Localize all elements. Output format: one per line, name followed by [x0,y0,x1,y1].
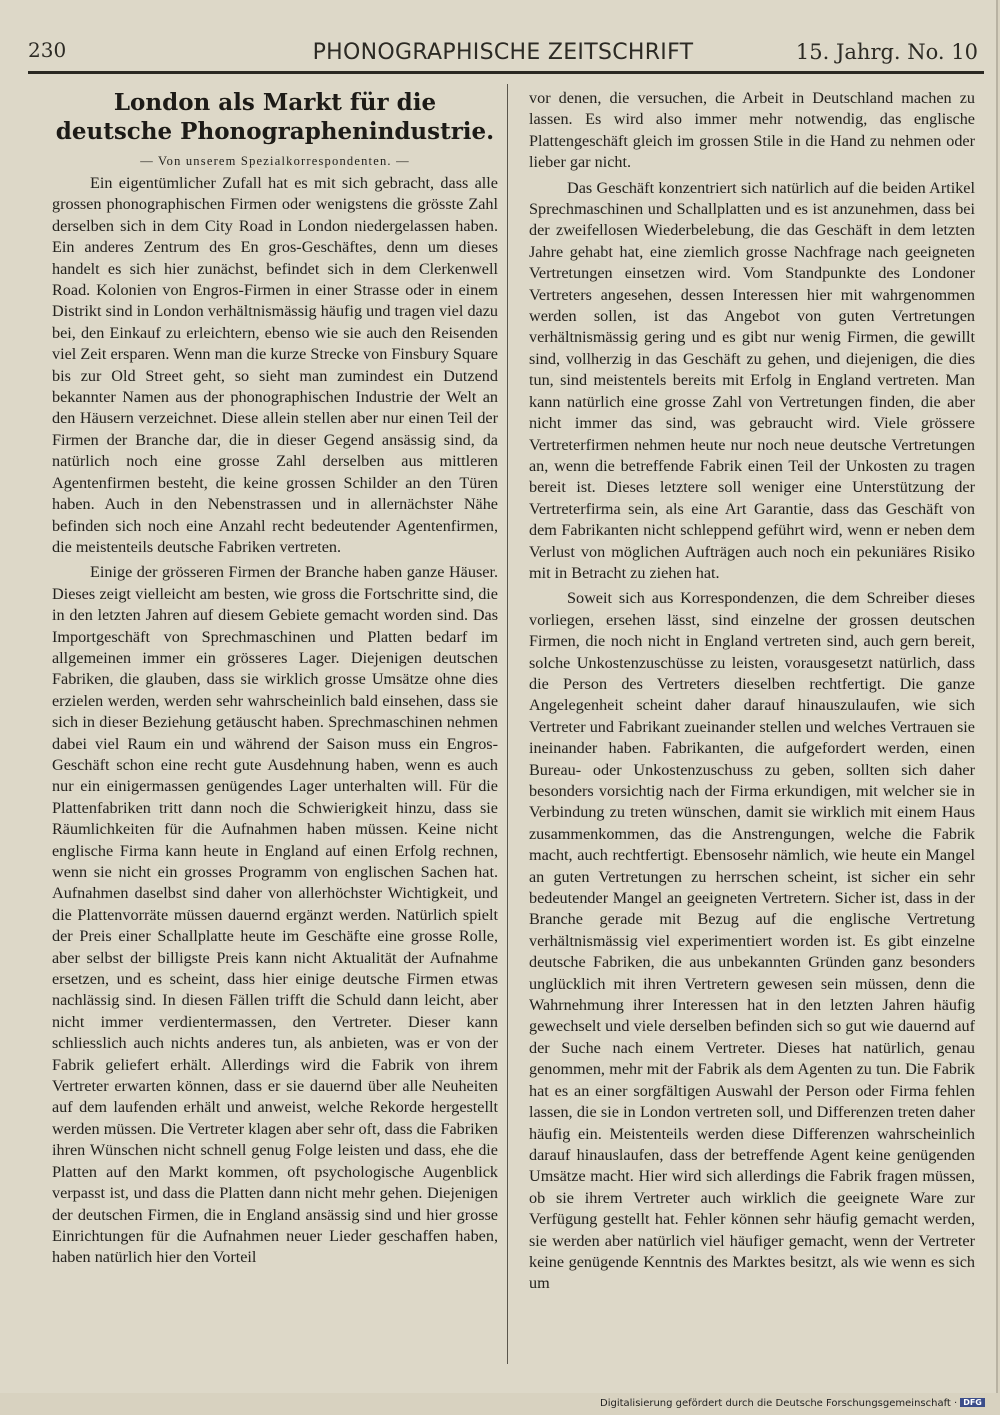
page-number: 230 [28,38,67,62]
dfg-logo: DFG [960,1398,985,1407]
paragraph: Das Geschäft konzentriert sich natürlich auf die beiden Artikel Sprechmaschinen und Schallplatten und es ist anzunehmen, dass bei der zweifellosen Wiederbelebung, die das Geschäft in dem letzten Jahre gehabt hat, eine ziemlich grosse Nachfrage nach geeigneten Vertretungen einsetzen wird. Vom Standpunkte des Londoner Vertreters angesehen, dessen Interessen hier mit wahrgenommen werden sollen, ist das Angebot von guten Vertretungen verhältnismässig gering und es gibt nur wenig Firmen, die gewillt sind, vollherzig in das Geschäft zu gehen, und diejenigen, die dies tun, sind meistentels bereits mit Erfolg in England vertreten. Man kann natürlich eine grosse Zahl von Vertretungen finden, die aber nicht immer das sind, was gebraucht wird. Viele grössere Vertreterfirmen nehmen heute nur noch neue deutsche Vertretungen an, wenn die betreffende Fabrik einen Teil der Unkosten zu tragen bereit ist. Dieses letztere soll weniger eine Unterstützung der Vertreterfirma sein, als eine Art Garantie, dass das Geschäft von dem Fabrikanten nicht schleppend geführt wird, wenn er neben dem Verlust von möglichen Aufträgen auch noch ein pekuniäres Risiko mit in Betracht zu ziehen hat. [529,178,975,582]
paragraph: Ein eigentümlicher Zufall hat es mit sich gebracht, dass alle grossen phonographischen Firmen oder wenigstens die grösste Zahl derselben sich in dem City Road in London niedergelassen haben. Ein anderes Zentrum des En gros-Geschäftes, denn um dieses handelt es sich hier zunächst, befindet sich in dem Clerkenwell Road. Kolonien von Engros-Firmen in einer Strasse oder in einem Distrikt sind in London verhältnismässig häufig und tragen viel dazu bei, den Einkauf zu erleichtern, ebenso wie sie auch den Reisenden viel Zeit ersparen. Wenn man die kurze Strecke von Finsbury Square bis zur Old Street geht, so sieht man zumindest ein Dutzend bekannter Namen aus der phonographischen Industrie der Welt an den Häusern verzeichnet. Diese allein stellen aber nur einen Teil der Firmen der Branche dar, die in dieser Gegend ansässig sind, da natürlich noch eine grosse Zahl derselben aus mittleren Agentenfirmen besteht, die keine grossen Schilder an den Türen haben. Auch in den Nebenstrassen und in allernächster Nähe befinden sich noch eine Anzahl recht bedeutender Agentenfirmen, die meistenteils deutsche Fabriken vertreten. [52,174,498,556]
paragraph: Soweit sich aus Korrespondenzen, die dem Schreiber dieses vorliegen, ersehen lässt, sind einzelne der grossen deutschen Firmen, die noch nicht in England vertreten sind, auch gern bereit, solche Unkostenzuschüsse zu leisten, vorausgesetzt natürlich, dass die Person des Vertreters dieselben rechtfertigt. Die ganze Angelegenheit scheint daher darauf hinauszulaufen, wie sich Vertreter und Fabrikant zueinander stellen und welches Vertrauen sie ineinander haben. Fabrikanten, die aufgefordert werden, einen Bureau- oder Unkostenzuschuss zu geben, sollten sich daher besonders vorsichtig nach der Firma erkundigen, mit welcher sie in Verbindung zu treten wünschen, damit sie wirklich mit einem Haus zusammenkommen, das die Anstrengungen, welche die Fabrik macht, auch rechtfertigt. Ebensosehr nämlich, wie heute ein Mangel an guten Vertretungen zu herrschen scheint, ist sicher ein sehr bedeutender Mangel an geeigneten Vertretern. Sicher ist, dass in der Branche gerade mit Bezug auf die englische Vertretung verhältnismässig viel experimentiert worden ist. Es gibt einzelne deutsche Fabriken, die aus unbekannten Gründen ganz besonders unglücklich mit ihren Vertretern gewesen sein müssen, denn die Wahrnehmung ihrer Interessen hat in den letzten Jahren häufig gewechselt und viele derselben befinden sich so gut wie dauernd auf der Suche nach einem Vertreter. Dieses hat natürlich, genau genommen, mehr mit der Fabrik als dem Agenten zu tun. Die Fabrik hat es an einer sorgfältigen Auswahl der Person oder Firma fehlen lassen, die sie in London vertreten soll, und Differenzen treten daher häufig ein. Meistenteils werden diese Differenzen wahrscheinlich darauf hinauslaufen, dass der betreffende Agent keine genügenden Umsätze macht. Hier wird sich allerdings die Fabrik fragen müssen, ob sie ihrem Vertreter auch wirklich die geeignete Ware zur Verfügung gestellt hat. Fehler können sehr häufig gemacht werden, sie werden aber natürlich viel häufiger gemacht, wenn der Vertreter keine genügende Kenntnis des Marktes besitzt, als wie wenn es sich um [529,589,975,1293]
article-byline: — Von unserem Spezialkorrespondenten. — [140,154,410,168]
article-title: London als Markt für die deutsche Phonographenindustrie. [55,89,495,145]
page-header [28,30,978,66]
journal-title: PHONOGRAPHISCHE ZEITSCHRIFT [312,40,694,65]
left-column [52,88,498,1269]
issue-info: 15. Jahrg. No. 10 [795,40,978,64]
paragraph: Einige der grösseren Firmen der Branche haben ganze Häuser. Dieses zeigt vielleicht am besten, wie gross die Fortschritte sind, die in den letzten Jahren auf diesem Gebiete gemacht worden sind. Das Importgeschäft von Sprechmaschinen und Platten bedarf im allgemeinen immer ein grösseres Lager. Diejenigen deutschen Fabriken, die glauben, dass sie wirklich grosse Umsätze ohne dies erzielen werden, werden sehr wahrscheinlich bald einsehen, dass sie sich in dieser Beziehung getäuscht haben. Sprechmaschinen nehmen dabei viel Raum ein und während der Saison muss ein Engros-Geschäft schon eine recht gute Ausdehnung haben, wenn es auch nur ein einigermassen genügendes Lager unterhalten will. Für die Plattenfabriken tritt dann noch die Schwierigkeit hinzu, dass sie Räumlichkeiten für die Aufnahmen haben müssen. Keine nicht englische Firma kann heute in England auf einen Erfolg rechnen, wenn sie nicht ein grosses Programm von englischen Sachen hat. Aufnahmen daselbst sind daher von allerhöchster Wichtigkeit, und die Plattenvorräte müssen dauernd ergänzt werden. Natürlich spielt der Preis einer Schallplatte heute im Geschäfte eine grosse Rolle, aber selbst der billigste Preis kann nicht Aktualität der Aufnahme ersetzen, und es scheint, dass hier einige deutsche Firmen etwas nachlässig sind. In diesen Fällen trifft die Schuld dann leicht, aber nicht immer verdientermassen, den Vertreter. Dieser kann schliesslich auch nichts anderes tun, als anbieten, was er von der Fabrik geliefert erhält. Allerdings wird die Fabrik von ihrem Vertreter erwarten können, dass er sie dauernd über alle Neuheiten auf dem laufenden erhält und anweist, welche Rekorde hergestellt werden müssen. Die Vertreter klagen aber sehr oft, dass die Fabriken ihren Wünschen nicht schnell genug Folge leisten und dass, ehe die Platten auf den Markt kommen, oft psychologische Augenblick verpasst ist, und dass die Platten dann nicht mehr gehen. Diejenigen der deutschen Firmen, die in England ansässig sind und hier grosse Einrichtungen für die Aufnahmen neuer Lieder geschaffen haben, haben natürlich hier den Vorteil [52,563,498,1267]
header-rule [28,71,984,74]
column-divider [507,84,508,1364]
right-column [529,88,975,1295]
credit-text: Digitalisierung gefördert durch die Deutsche Forschungsgemeinschaft · [600,1398,958,1409]
digitization-credit [600,1398,985,1409]
paragraph: vor denen, die versuchen, die Arbeit in Deutschland machen zu lassen. Es wird also immer mehr notwendig, das englische Plattengeschäft gleich im grossen Stile in die Hand zu nehmen oder lieber gar nicht. [529,89,975,172]
